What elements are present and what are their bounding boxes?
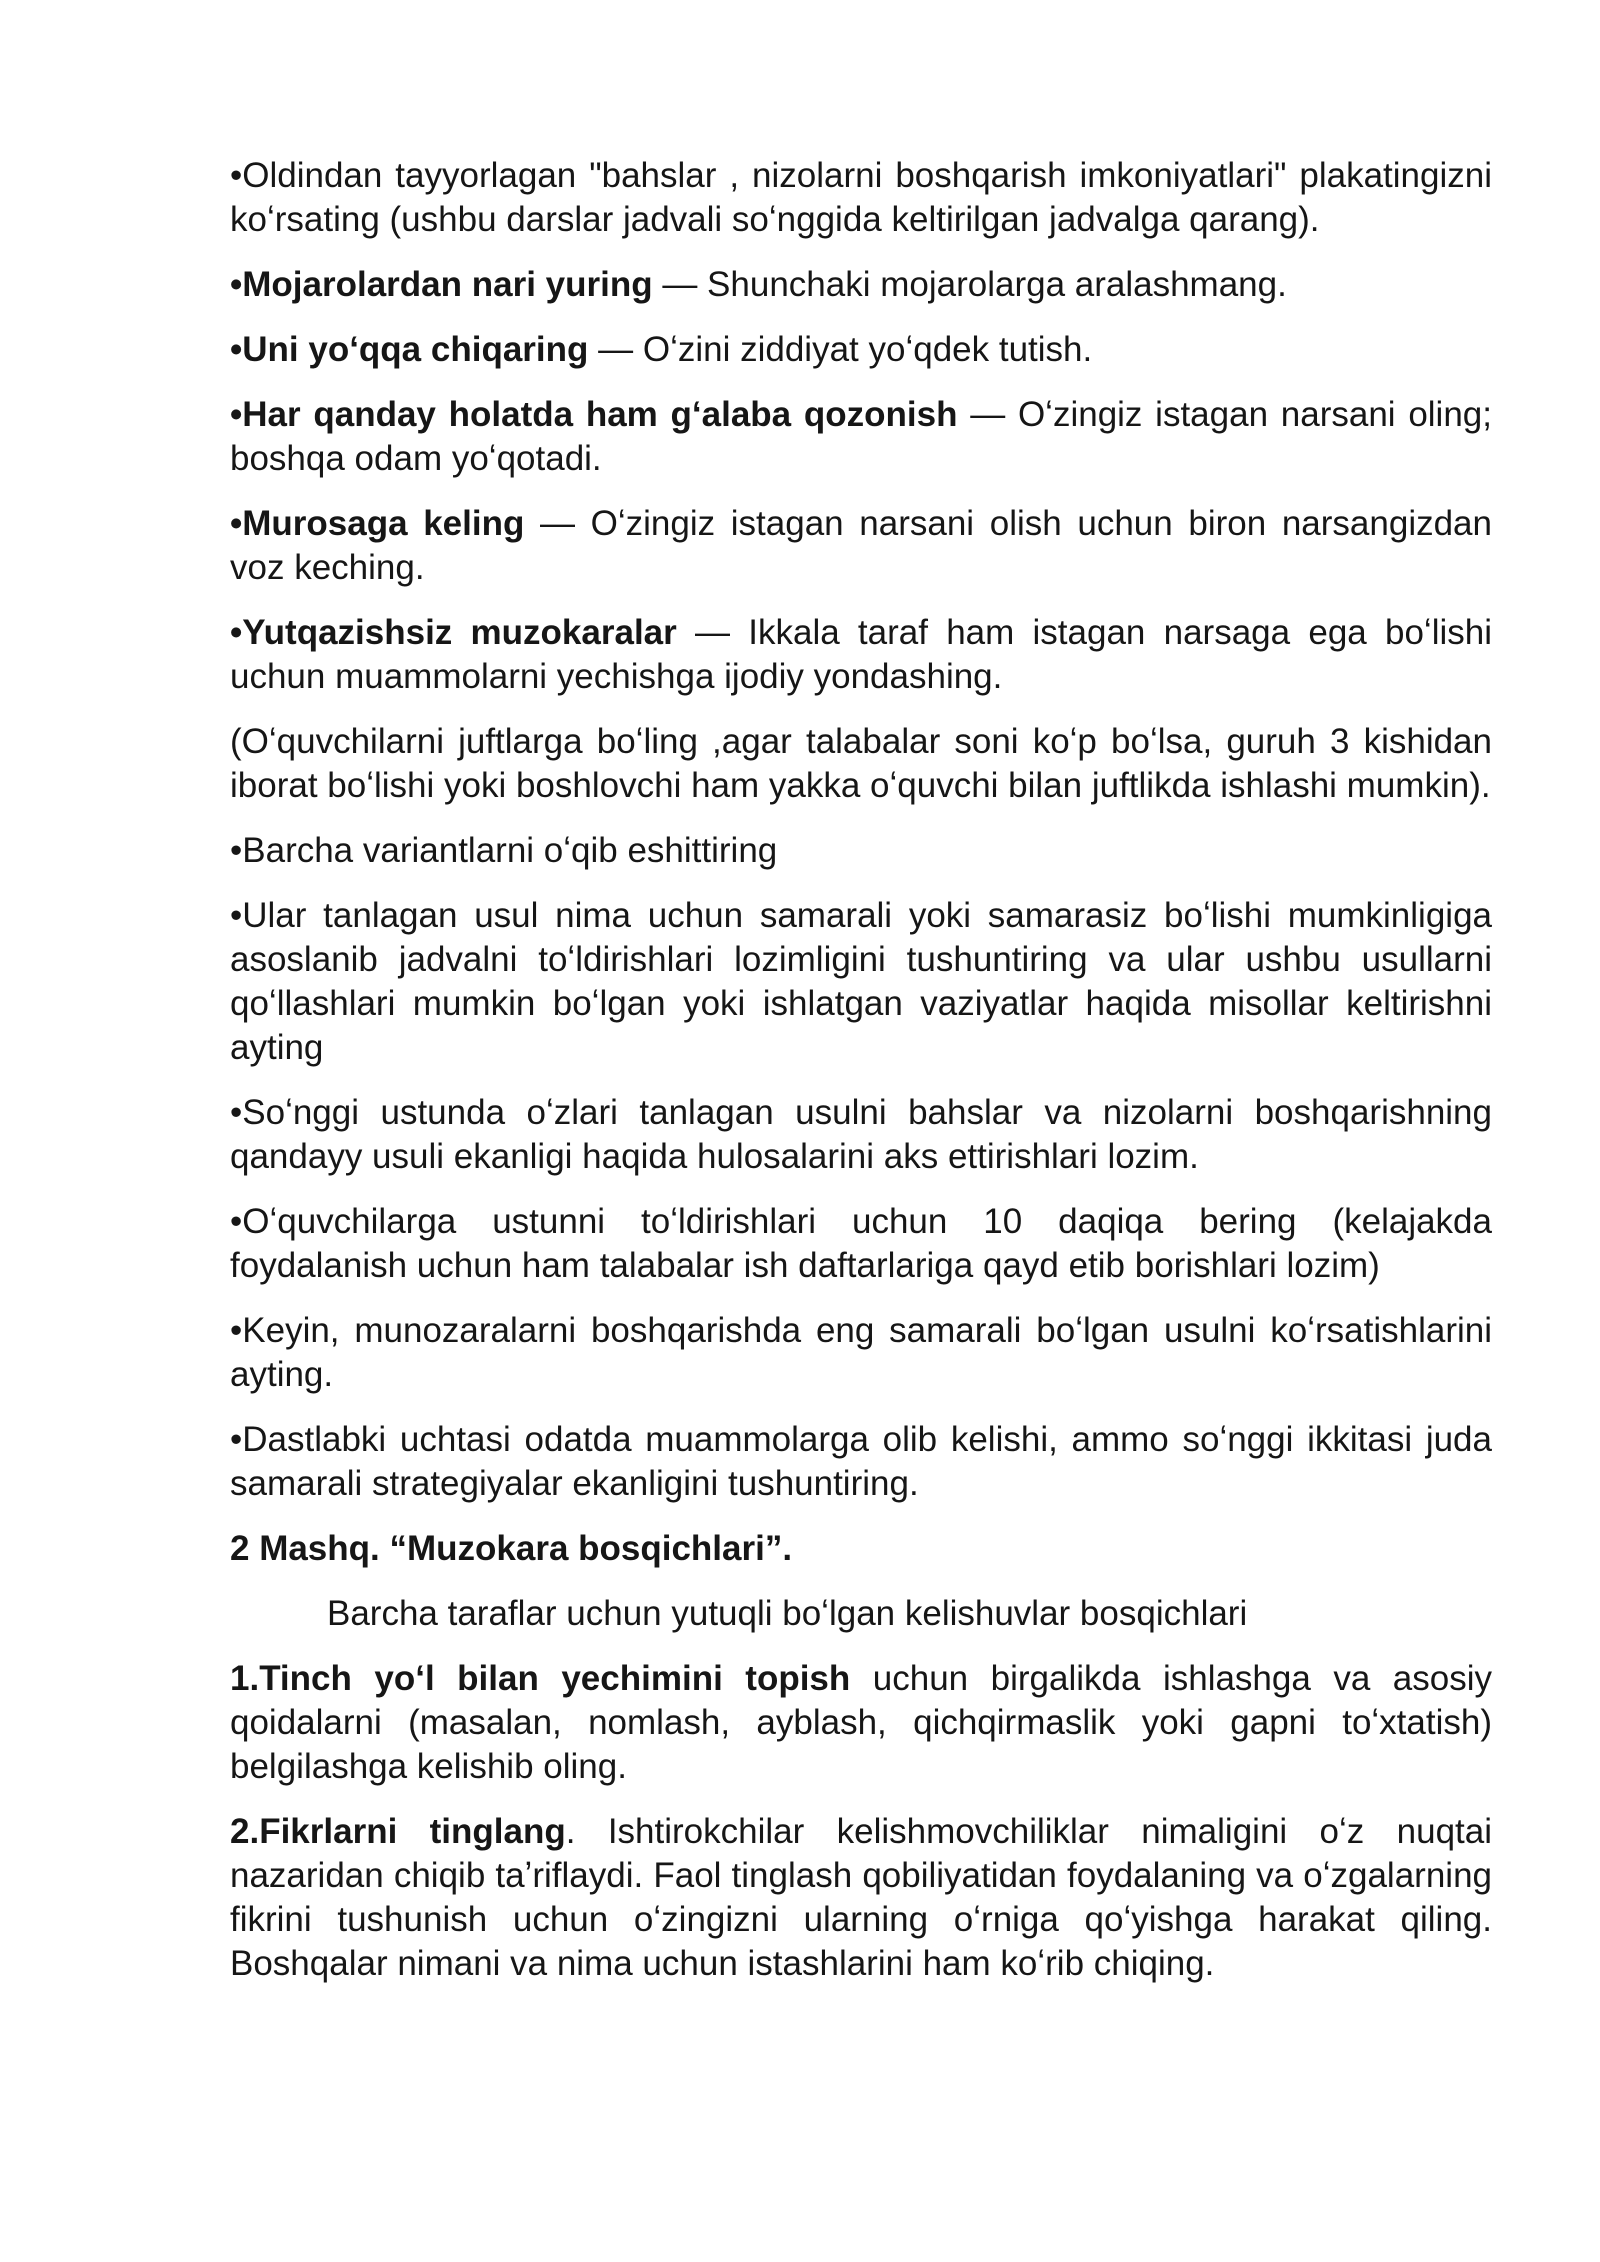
paragraph [230, 720, 1492, 808]
paragraph-text: •Barcha variantlarni oʻqib eshittiring [230, 831, 778, 870]
strategy-item [230, 502, 1492, 590]
step-title: 2.Fikrlarni tinglang [230, 1812, 566, 1851]
strategy-item [230, 263, 1492, 307]
strategy-item [230, 393, 1492, 481]
strategy-name: •Uni yoʻqqa chiqaring [230, 330, 589, 369]
paragraph [230, 1418, 1492, 1506]
document-page [230, 154, 1492, 2007]
paragraph-text: •Ular tanlagan usul nima uchun samarali yoki samarasiz boʻlishi mumkinligiga asoslanib jadvalni toʻldirishlari lozimligini tushuntiring va ular ushbu usullarni qoʻllashlari mumkin boʻlgan yoki ishlatgan vaziyatlar haqida misollar keltirishni ayting [230, 896, 1492, 1067]
step-item [230, 1657, 1492, 1789]
step-text: . Ishtirokchilar kelishmovchiliklar nimaligini oʻz nuqtai nazaridan chiqib taʼriflaydi. Faol tinglash qobiliyatidan foydalaning va oʻzgalarning fikrini tushunish uchun oʻzingizni ularning oʻrniga qoʻyishga harakat qiling. Boshqalar nimani va nima uchun istashlarini ham koʻrib chiqing. [230, 1812, 1492, 1983]
paragraph-text: •Soʻnggi ustunda oʻzlari tanlagan usulni bahslar va nizolarni boshqarishning qandayy usuli ekanligi haqida hulosalarini aks ettirishlari lozim. [230, 1093, 1492, 1176]
strategy-name: •Yutqazishsiz muzokaralar [230, 613, 677, 652]
step-title: 1.Tinch yoʻl bilan yechimini topish [230, 1659, 851, 1698]
step-item [230, 1810, 1492, 1986]
paragraph [230, 1091, 1492, 1179]
paragraph-text: •Oʻquvchilarga ustunni toʻldirishlari uchun 10 daqiqa bering (kelajakda foydalanish uchun ham talabalar ish daftarlariga qayd etib borishlari lozim) [230, 1202, 1492, 1285]
strategy-item [230, 611, 1492, 699]
strategy-name: •Mojarolardan nari yuring [230, 265, 653, 304]
strategy-name: •Murosaga keling [230, 504, 525, 543]
paragraph-text: •Oldindan tayyorlagan "bahslar , nizolarni boshqarish imkoniyatlari" plakatingizni koʻrsating (ushbu darslar jadvali soʻnggida keltirilgan jadvalga qarang). [230, 156, 1492, 239]
paragraph [230, 829, 1492, 873]
strategy-description: — Oʻzingiz istagan narsani olish uchun biron narsangizdan voz keching. [230, 504, 1492, 587]
strategy-name: •Har qanday holatda ham gʻalaba qozonish [230, 395, 958, 434]
exercise-subtitle: Barcha taraflar uchun yutuqli boʻlgan kelishuvlar bosqichlari [327, 1594, 1248, 1633]
paragraph-text: •Dastlabki uchtasi odatda muammolarga olib kelishi, ammo soʻnggi ikkitasi juda samarali strategiyalar ekanligini tushuntiring. [230, 1420, 1492, 1503]
paragraph [230, 154, 1492, 242]
paragraph [230, 1200, 1492, 1288]
paragraph [230, 1309, 1492, 1397]
strategy-description: — Shunchaki mojarolarga aralashmang. [652, 265, 1287, 304]
strategy-description: — Ikkala taraf ham istagan narsaga ega boʻlishi uchun muammolarni yechishga ijodiy yondashing. [230, 613, 1492, 696]
paragraph-text: (Oʻquvchilarni juftlarga boʻling ,agar talabalar soni koʻp boʻlsa, guruh 3 kishidan iborat boʻlishi yoki boshlovchi ham yakka oʻquvchi bilan juftlikda ishlashi mumkin). [230, 722, 1492, 805]
strategy-description: — Oʻzini ziddiyat yoʻqdek tutish. [588, 330, 1093, 369]
strategy-item [230, 328, 1492, 372]
paragraph-text: •Keyin, munozaralarni boshqarishda eng samarali boʻlgan usulni koʻrsatishlarini ayting. [230, 1311, 1492, 1394]
strategy-description: — Oʻzingiz istagan narsani oling; boshqa odam yoʻqotadi. [230, 395, 1492, 478]
paragraph [230, 894, 1492, 1070]
step-text: uchun birgalikda ishlashga va asosiy qoidalarni (masalan, nomlash, ayblash, qichqirmaslik yoki gapni toʻxtatish) belgilashga kelishib oling. [230, 1659, 1492, 1786]
exercise-heading: 2 Mashq. “Muzokara bosqichlari”. [230, 1529, 793, 1568]
